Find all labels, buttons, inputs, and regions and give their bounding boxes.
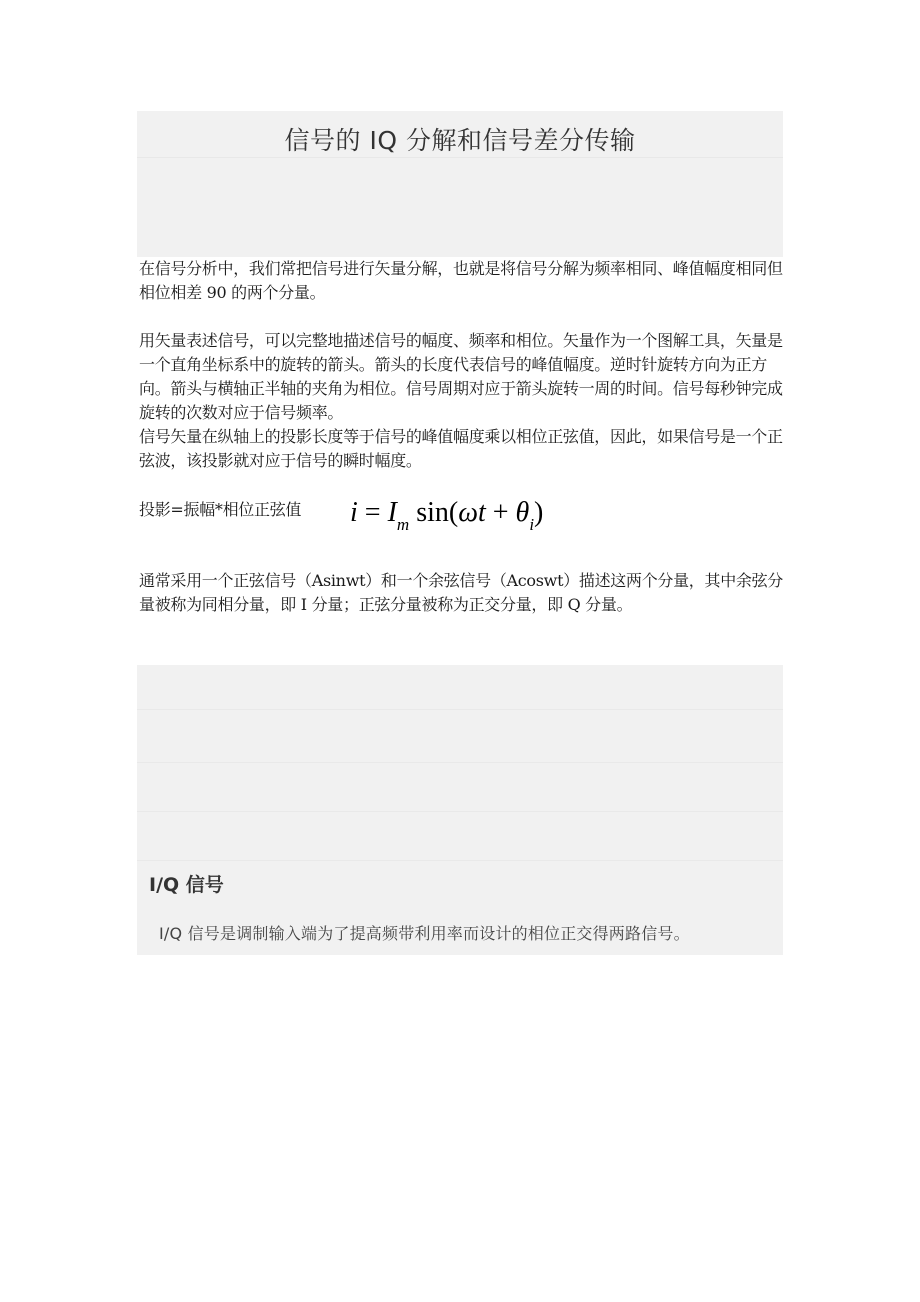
formula-theta: θ — [515, 497, 530, 528]
formula-label: 投影=振幅*相位正弦值 — [139, 500, 302, 519]
formula-close-paren: ) — [534, 497, 544, 528]
formula-m-subscript: m — [396, 515, 410, 534]
block-divider — [137, 709, 783, 710]
formula — [350, 497, 544, 534]
section-body: I/Q 信号是调制输入端为了提高频带利用率而设计的相位正交得两路信号。 — [159, 924, 690, 943]
title-divider — [137, 157, 783, 158]
paragraph-iq-components: 通常采用一个正弦信号（Asinwt）和一个余弦信号（Acoswt）描述这两个分量，其中余弦分量被称为同相分量，即 I 分量；正弦分量被称为正交分量，即 Q 分量。 — [139, 571, 783, 614]
title-block — [137, 111, 783, 257]
formula-omega-t: ωt — [458, 497, 486, 528]
block-divider — [137, 811, 783, 812]
formula-i: i — [350, 497, 358, 528]
section-heading: I/Q 信号 — [149, 874, 224, 896]
formula-equals: = — [357, 497, 388, 528]
formula-theta-subscript: i — [529, 515, 535, 534]
paragraph-projection: 信号矢量在纵轴上的投影长度等于信号的峰值幅度乘以相位正弦值，因此，如果信号是一个正弦波，该投影就对应于信号的瞬时幅度。 — [139, 427, 783, 470]
formula-plus: + — [485, 497, 516, 528]
paragraph-vector-decomposition: 在信号分析中，我们常把信号进行矢量分解，也就是将信号分解为频率相同、峰值幅度相同但相位相差 90 的两个分量。 — [139, 259, 783, 302]
formula-sin: sin( — [409, 497, 459, 528]
formula-I: I — [387, 497, 397, 528]
block-divider — [137, 860, 783, 861]
iq-section-block — [137, 665, 783, 955]
page-title: 信号的 IQ 分解和信号差分传输 — [284, 126, 636, 155]
block-divider — [137, 762, 783, 763]
paragraph-vector-description: 用矢量表述信号，可以完整地描述信号的幅度、频率和相位。矢量作为一个图解工具，矢量是一个直角坐标系中的旋转的箭头。箭头的长度代表信号的峰值幅度。逆时针旋转方向为正方向。箭头与横轴正半轴的夹角为相位。信号周期对应于箭头旋转一周的时间。信号每秒钟完成旋转的次数对应于信号频率。 — [139, 331, 783, 422]
